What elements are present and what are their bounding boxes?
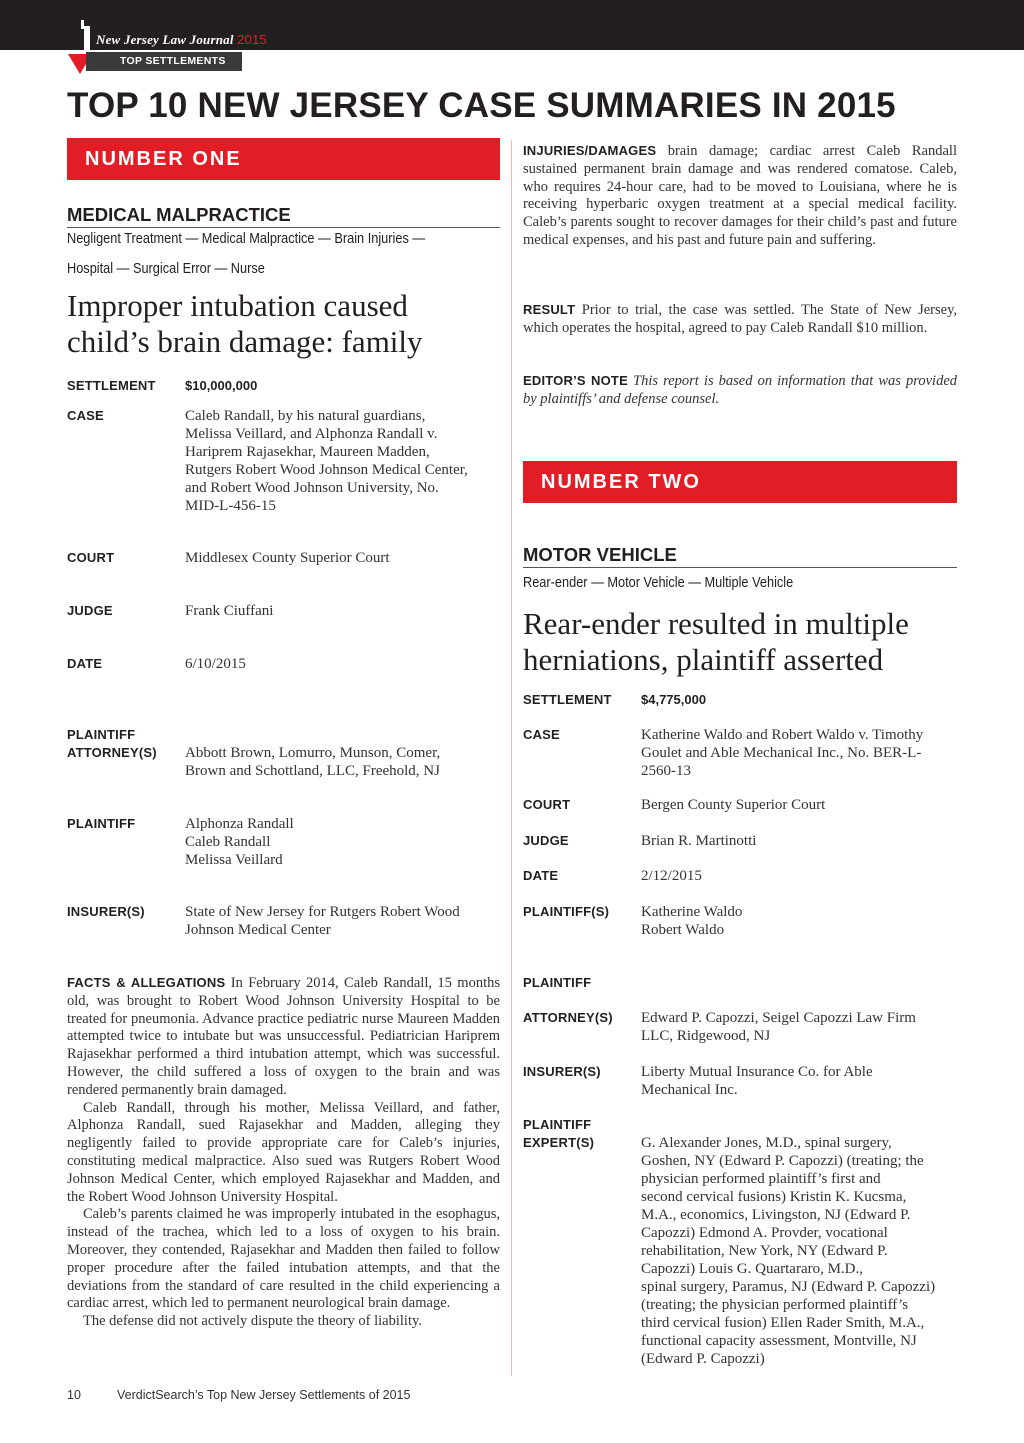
case1-result: RESULT Prior to trial, the case was settled. The State of New Jersey, which operates the hospital, agreed to pay Caleb Randall $10 million.: [523, 302, 958, 336]
case1-facts-label: FACTS & ALLEGATIONS: [67, 975, 226, 990]
case2-plaintiffs-value: Katherine Waldo Robert Waldo: [641, 904, 743, 938]
case1-attorneys-label: PLAINTIFF ATTORNEY(S): [67, 727, 157, 760]
case1-court-label: COURT: [67, 550, 115, 565]
case1-banner: NUMBER ONE: [67, 138, 500, 180]
case1-plaintiff-label: PLAINTIFF: [67, 816, 136, 831]
case2-plaintiffs-label: PLAINTIFF(S): [523, 904, 610, 919]
case1-injuries: INJURIES/DAMAGES brain damage; cardiac arrest Caleb Randall sustained permanent brain damage and was rendered comatose. Caleb, who requires 24-hour care, had to be moved to Louisiana, where he is receiving hyperbaric oxygen treatment at a special medical facility. Caleb’s parents sought to recover damages for their child’s past and future medical expenses, and his past and future pain and suffering.: [523, 143, 957, 248]
case1-settlement-value: $10,000,000: [185, 378, 258, 393]
case2-settlement-label: SETTLEMENT: [523, 692, 612, 707]
case1-result-label: RESULT: [523, 302, 576, 317]
case1-editors-note-label: EDITOR’S NOTE: [523, 373, 628, 388]
case1-case-value: Caleb Randall, by his natural guardians, Melissa Veillard, and Alphonza Randall v. Hariprem Rajasekhar, Maureen Madden, Rutgers Robert Wood Johnson Medical Center, and Robert Wood Johnson University, No. MID-L-456-15: [185, 408, 468, 514]
case2-date-label: DATE: [523, 868, 559, 883]
case2-case-label: CASE: [523, 727, 560, 742]
case2-subcategories: Rear-ender — Motor Vehicle — Multiple Vehicle: [523, 575, 794, 591]
case1-insurers-label: INSURER(S): [67, 904, 145, 919]
case1-facts: FACTS & ALLEGATIONS In February 2014, Caleb Randall, 15 months old, was brought to Robert Wood Johnson University Hospital to be treated for pneumonia. Advance practice pediatric nurse Maureen Madden attempted twice to intubate but was unsuccessful. Pediatrician Hariprem Rajasekhar performed a third intubation attempt, which was successful. However, the child suffered a loss of oxygen to the brain and was rendered permanently brain damaged. Caleb Randall, through his mother, Melissa Veillard, and father, Alphonza Randall, sued Rajasekhar and Madden, alleging they negligently failed to provide appropriate care for Caleb’s injuries, constituting medical malpractice. Also sued was Rutgers Robert Wood Johnson Medical Center, which employed Rajasekhar and Madden, and the Robert Wood Johnson University Hospital. Caleb’s parents claimed he was improperly intubated in the esophagus, instead of the trachea, which led to a loss of oxygen to his brain. Moreover, they contended, Rajasekhar and Madden then failed to follow proper procedure after the failed intubation attempts, and that the deviations from the standard of care resulted in the child experiencing a cardiac arrest, which led to permanent neurological brain damage. The defense did not actively dispute the theory of liability.: [67, 975, 501, 1330]
case2-experts-value: G. Alexander Jones, M.D., spinal surgery, Goshen, NY (Edward P. Capozzi) (treating; the physician performed plaintiff’s first and second cervical fusions) Kristin K. Kucsma, M.A., economics, Livingston, NJ (Edward P. Capozzi) Edmond A. Provder, vocational rehabilitation, New York, NY (Edward P. Capozzi) Louis G. Quartararo, M.D., spinal surgery, Paramus, NJ (Edward P. Capozzi) (treating; the physician performed plaintiff’s third cervical fusion) Ellen Rader Smith, M.A., functional capacity assessment, Montville, NJ (Edward P. Capozzi): [641, 1135, 936, 1367]
case1-section-heading: MEDICAL MALPRACTICE: [67, 204, 500, 228]
statue-of-liberty-icon: [80, 20, 94, 52]
case1-injuries-label: INJURIES/DAMAGES: [523, 143, 657, 158]
publication-footer: VerdictSearch’s Top New Jersey Settlements of 2015: [117, 1388, 411, 1402]
case1-insurers-value: State of New Jersey for Rutgers Robert Wood Johnson Medical Center: [185, 904, 460, 938]
case1-plaintiff-value: Alphonza Randall Caleb Randall Melissa Veillard: [185, 816, 294, 868]
case2-insurers-value: Liberty Mutual Insurance Co. for Able Mechanical Inc.: [641, 1064, 873, 1098]
case1-case-label: CASE: [67, 408, 104, 423]
case2-headline: Rear-ender resulted in multiple herniations, plaintiff asserted: [523, 606, 909, 677]
case2-court-label: COURT: [523, 797, 571, 812]
case2-banner: NUMBER TWO: [523, 461, 957, 503]
case2-insurers-label: INSURER(S): [523, 1064, 601, 1079]
case2-date-value: 2/12/2015: [641, 868, 702, 884]
page-number: 10: [67, 1388, 81, 1402]
case2-attorneys-value: Edward P. Capozzi, Seigel Capozzi Law Firm LLC, Ridgewood, NJ: [641, 1010, 916, 1044]
case1-attorneys-value: Abbott Brown, Lomurro, Munson, Comer, Brown and Schottland, LLC, Freehold, NJ: [185, 745, 441, 779]
masthead-year: 2015: [237, 32, 267, 47]
case1-date-value: 6/10/2015: [185, 656, 246, 672]
case2-court-value: Bergen County Superior Court: [641, 797, 826, 813]
case2-settlement-value: $4,775,000: [641, 692, 707, 707]
case1-judge-label: JUDGE: [67, 603, 113, 618]
case2-section-heading: MOTOR VEHICLE: [523, 544, 957, 568]
case2-experts-label: PLAINTIFF EXPERT(S): [523, 1117, 595, 1150]
section-tag: TOP SETTLEMENTS NJ: [86, 52, 242, 71]
case2-judge-label: JUDGE: [523, 833, 569, 848]
case2-plaintiff-label: PLAINTIFF: [523, 975, 592, 990]
page-title: TOP 10 NEW JERSEY CASE SUMMARIES IN 2015: [67, 86, 896, 125]
masthead-title: New Jersey Law Journal 2015: [96, 32, 267, 47]
case1-headline: Improper intubation caused child’s brain damage: family: [67, 288, 423, 359]
case2-case-value: Katherine Waldo and Robert Waldo v. Timothy Goulet and Able Mechanical Inc., No. BER-L- 2560-13: [641, 727, 924, 779]
case1-subcategories: Negligent Treatment — Medical Malpractice — Brain Injuries — Hospital — Surgical Error — Nurse: [67, 231, 426, 277]
case1-settlement-label: SETTLEMENT: [67, 378, 156, 393]
case1-court-value: Middlesex County Superior Court: [185, 550, 390, 566]
case2-attorneys-label: ATTORNEY(S): [523, 1010, 613, 1025]
case1-editors-note: EDITOR’S NOTE This report is based on information that was provided by plaintiffs’ and defense counsel.: [523, 373, 958, 407]
case1-date-label: DATE: [67, 656, 103, 671]
case1-judge-value: Frank Ciuffani: [185, 603, 274, 619]
case2-judge-value: Brian R. Martinotti: [641, 833, 757, 849]
column-divider: [511, 140, 512, 1376]
